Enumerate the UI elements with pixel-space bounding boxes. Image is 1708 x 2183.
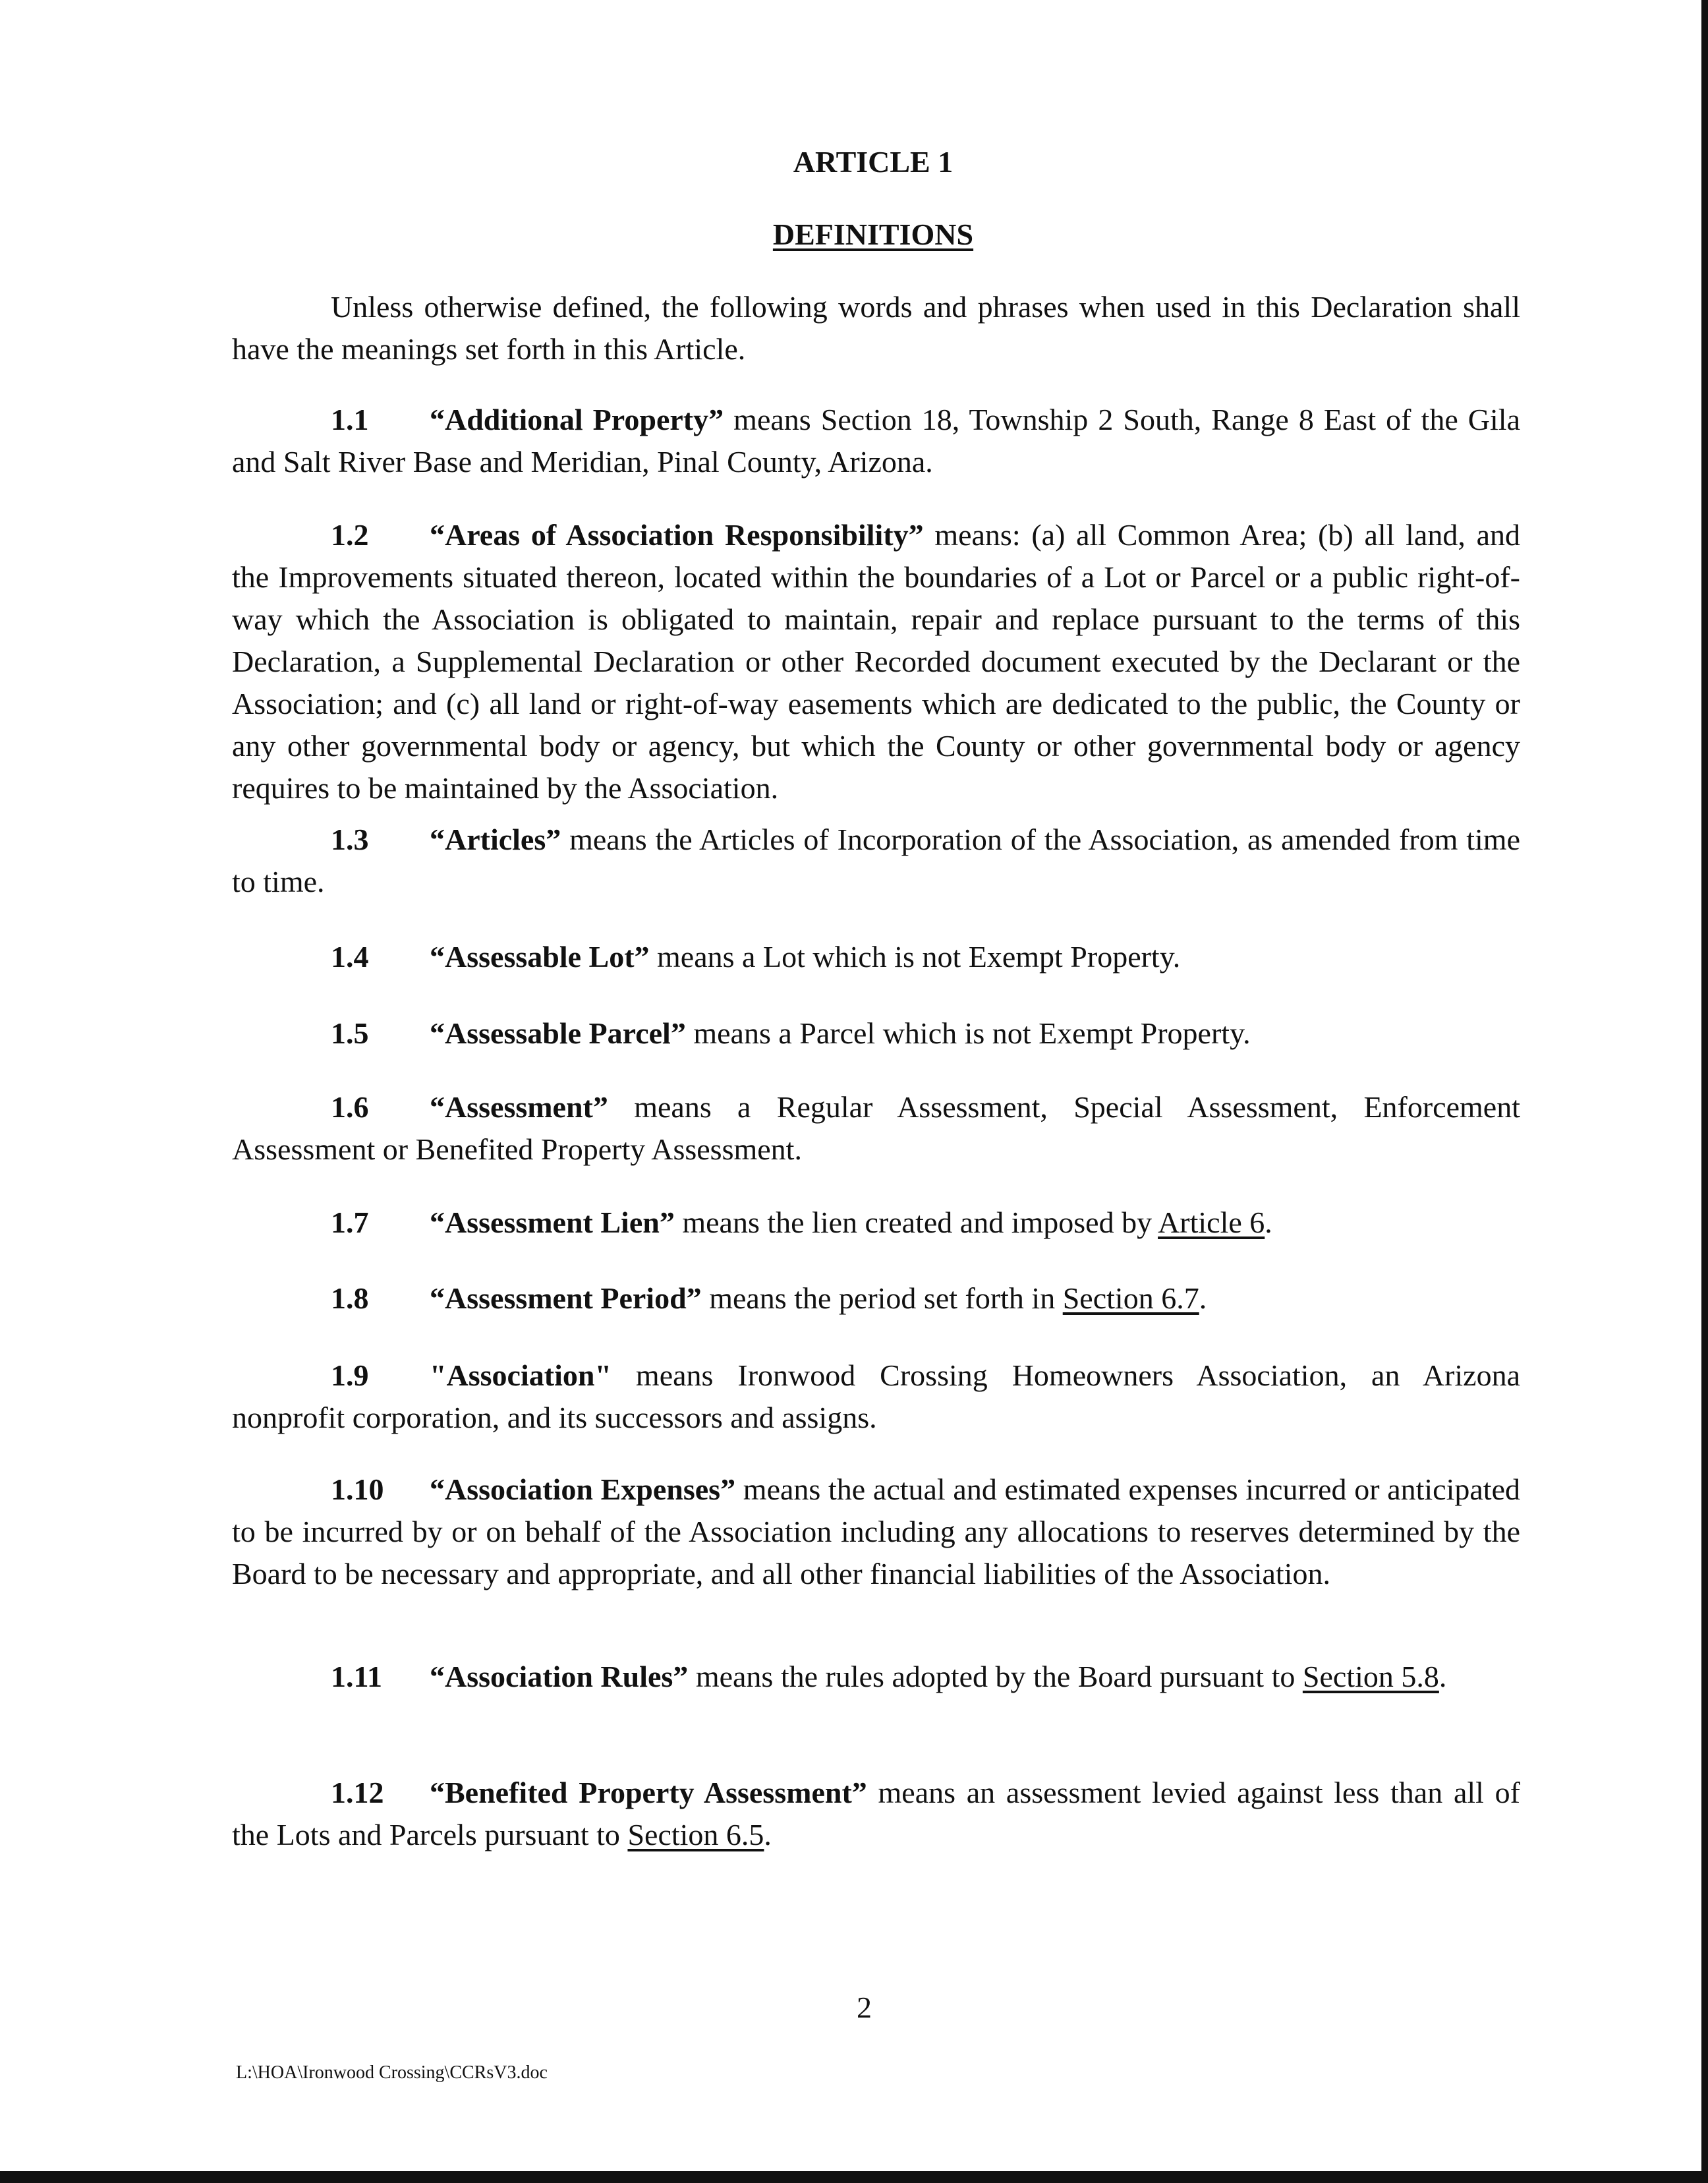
definition-number: 1.9	[331, 1358, 369, 1392]
definition-1-12	[232, 1772, 1520, 1856]
article-number: ARTICLE 1	[793, 145, 954, 179]
page-number: 2	[857, 1991, 872, 2024]
definition-term: “Assessable Parcel”	[430, 1016, 686, 1050]
definition-1-2	[232, 514, 1520, 809]
article-title: DEFINITIONS	[772, 218, 974, 251]
definition-text: means a Regular Assessment, Special Assessment, Enforcement Assessment or Benefited Property Assessment.	[232, 1090, 1520, 1166]
definition-term: “Association Rules”	[430, 1660, 689, 1693]
definition-1-10	[232, 1469, 1520, 1595]
definition-number: 1.4	[331, 940, 369, 974]
definition-text-end: .	[1199, 1281, 1207, 1315]
definition-term: “Assessable Lot”	[430, 940, 650, 974]
definition-number: 1.3	[331, 823, 369, 856]
definition-1-11	[232, 1656, 1520, 1698]
page-border-bottom	[0, 2171, 1708, 2183]
definition-number: 1.12	[331, 1776, 384, 1809]
definition-1-7	[232, 1202, 1520, 1244]
definition-term: “Assessment”	[430, 1090, 608, 1124]
definition-text-end: .	[1438, 1660, 1447, 1693]
definition-text: means the Articles of Incorporation of the Association, as amended from time to time.	[232, 823, 1520, 898]
definition-term: “Benefited Property Assessment”	[430, 1776, 867, 1809]
definition-term: “Association Expenses”	[430, 1472, 736, 1506]
definition-1-3	[232, 819, 1520, 903]
definition-number: 1.11	[331, 1660, 382, 1693]
page-border-right	[1701, 0, 1708, 2183]
definition-text: means: (a) all Common Area; (b) all land, and the Improvements situated thereon, located within the boundaries of a Lot or Parcel or a public right-of-way which the Association is obligated to maintain, repair and replace pursuant to the terms of this Declaration, a Supplemental Declaration or other Recorded document executed by the Declarant or the Association; and (c) all land or right-of-way easements which are dedicated to the public, the County or any other governmental body or agency, but which the County or other governmental body or agency requires to be maintained by the Association.	[232, 518, 1520, 805]
definition-text-end: .	[1265, 1206, 1272, 1239]
definition-1-5	[232, 1012, 1520, 1055]
definition-text: means the lien created and imposed by	[674, 1206, 1158, 1239]
definition-1-8	[232, 1277, 1520, 1320]
definition-term: “Articles”	[430, 823, 561, 856]
definition-term: "Association"	[430, 1358, 612, 1392]
definition-1-4	[232, 936, 1520, 978]
definition-term: “Areas of Association Responsibility”	[430, 518, 924, 552]
section-6-5-reference: Section 6.5	[627, 1818, 764, 1851]
section-5-8-reference: Section 5.8	[1302, 1660, 1439, 1693]
definition-term: “Additional Property”	[430, 403, 724, 436]
intro-paragraph: Unless otherwise defined, the following words and phrases when used in this Declaration shall have the meanings set forth in this Article.	[232, 290, 1520, 366]
definition-term: “Assessment Period”	[430, 1281, 702, 1315]
definition-1-1	[232, 399, 1520, 483]
definition-term: “Assessment Lien”	[430, 1206, 675, 1239]
definition-number: 1.7	[331, 1206, 369, 1239]
definition-number: 1.8	[331, 1281, 369, 1315]
definition-text-end: .	[764, 1818, 772, 1851]
definition-number: 1.1	[331, 403, 369, 436]
definition-text: means the rules adopted by the Board pursuant to	[688, 1660, 1303, 1693]
definition-text: means an assessment levied against less than all of the Lots and Parcels pursuant to	[232, 1776, 1520, 1851]
definition-number: 1.2	[331, 518, 369, 552]
definition-text: means Ironwood Crossing Homeowners Association, an Arizona nonprofit corporation, and its successors and assigns.	[232, 1358, 1520, 1434]
definition-1-9	[232, 1354, 1520, 1439]
definition-number: 1.6	[331, 1090, 369, 1124]
definition-1-6	[232, 1086, 1520, 1171]
file-path-footer: L:\HOA\Ironwood Crossing\CCRsV3.doc	[236, 2062, 548, 2083]
section-6-7-reference: Section 6.7	[1062, 1281, 1199, 1315]
definition-number: 1.10	[331, 1472, 384, 1506]
definition-text: means the actual and estimated expenses incurred or anticipated to be incurred by or on behalf of the Association including any allocations to reserves determined by the Board to be necessary and appropriate, and all other financial liabilities of the Association.	[232, 1472, 1520, 1590]
definition-text: means a Parcel which is not Exempt Property.	[685, 1016, 1251, 1050]
definition-text: means a Lot which is not Exempt Property.	[649, 940, 1181, 974]
definition-text: means the period set forth in	[701, 1281, 1063, 1315]
definition-text: means Section 18, Township 2 South, Range 8 East of the Gila and Salt River Base and Meridian, Pinal County, Arizona.	[232, 403, 1520, 479]
article-6-reference: Article 6	[1158, 1206, 1265, 1239]
definition-number: 1.5	[331, 1016, 369, 1050]
